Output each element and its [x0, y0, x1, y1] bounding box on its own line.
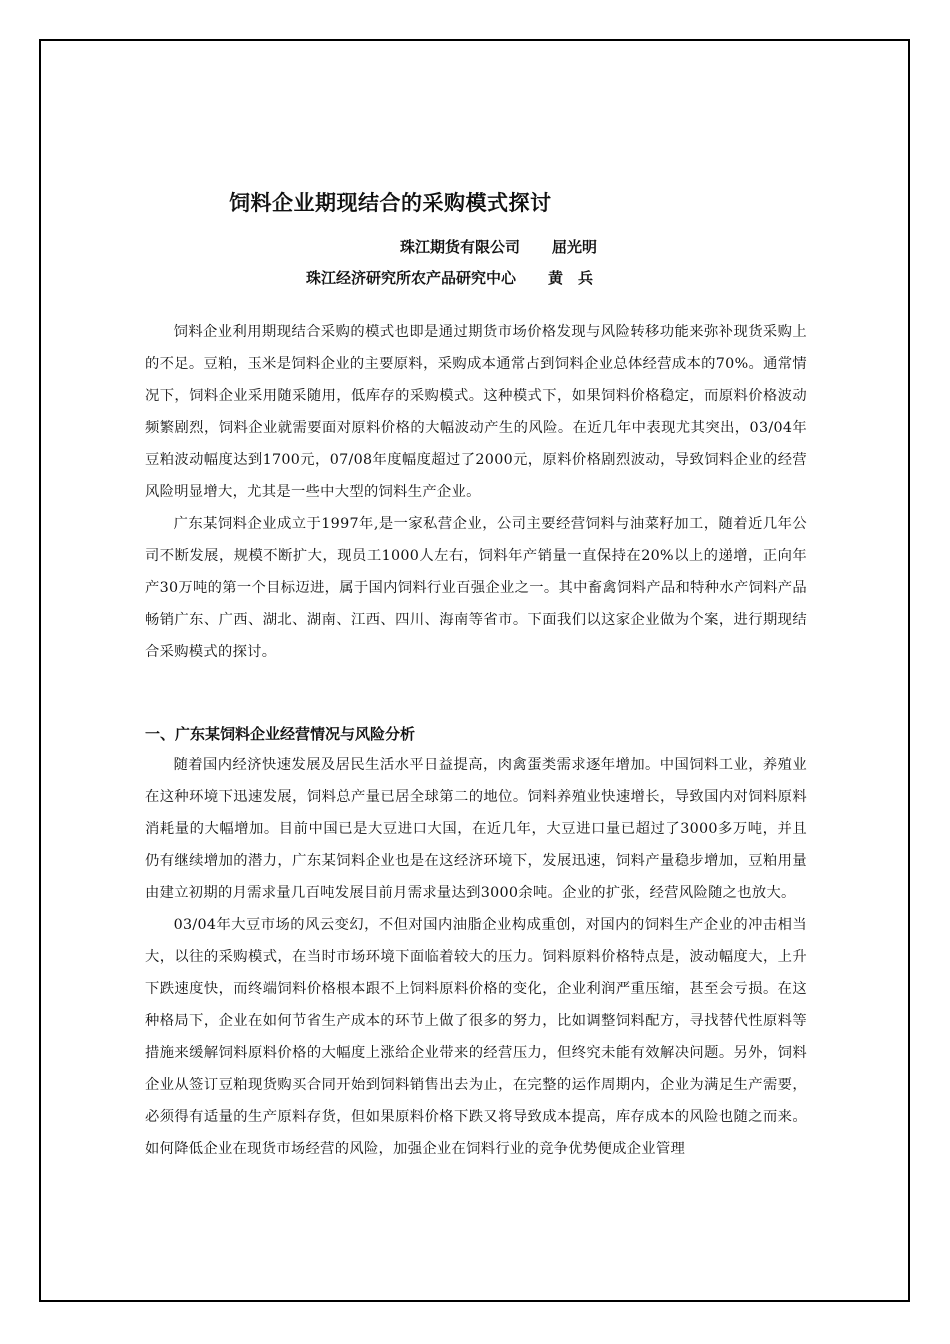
paragraph: 03/04年大豆市场的风云变幻，不但对国内油脂企业构成重创，对国内的饲料生产企业的冲击相当大，以往的采购模式，在当时市场环境下面临着较大的压力。饲料原料价格特点是，波动幅度大，上升下跌速度快，而终端饲料价格根本跟不上饲料原料价格的变化，企业利润严重压缩，甚至会亏损。在这种格局下，企业在如何节省生产成本的环节上做了很多的努力，比如调整饲料配方，寻找替代性原料等措施来缓解饲料原料价格的大幅度上涨给企业带来的经营压力，但终究未能有效解决问题。另外，饲料企业从签订豆粕现货购买合同开始到饲料销售出去为止，在完整的运作周期内，企业为满足生产需要，必须得有适量的生产原料存货，但如果原料价格下跌又将导致成本提高，库存成本的风险也随之而来。如何降低企业在现货市场经营的风险，加强企业在饲料行业的竞争优势便成企业管理 — [145, 917, 807, 1157]
author-line-2 — [306, 267, 593, 288]
intro-section — [145, 316, 807, 668]
author-name: 屈光明 — [552, 238, 598, 256]
section-heading: 一、广东某饲料企业经营情况与风险分析 — [145, 725, 416, 743]
paragraph: 饲料企业利用期现结合采购的模式也即是通过期货市场价格发现与风险转移功能来弥补现货采购上的不足。豆粕，玉米是饲料企业的主要原料，采购成本通常占到饲料企业总体经营成本的70%。通常情况下，饲料企业采用随采随用，低库存的采购模式。这种模式下，如果饲料价格稳定，而原料价格波动频繁剧烈，饲料企业就需要面对原料价格的大幅波动产生的风险。在近几年中表现尤其突出，03/04年豆粕波动幅度达到1700元，07/08年度幅度超过了2000元，原料价格剧烈波动，导致饲料企业的经营风险明显增大，尤其是一些中大型的饲料生产企业。 — [145, 324, 807, 500]
author-organization: 珠江经济研究所农产品研究中心 — [306, 269, 517, 287]
paragraph: 广东某饲料企业成立于1997年,是一家私营企业，公司主要经营饲料与油菜籽加工，随着近几年公司不断发展，规模不断扩大，现员工1000人左右，饲料年产销量一直保持在20%以上的递增，正向年产30万吨的第一个目标迈进，属于国内饲料行业百强企业之一。其中畜禽饲料产品和特种水产饲料产品畅销广东、广西、湖北、湖南、江西、四川、海南等省市。下面我们以这家企业做为个案，进行期现结合采购模式的探讨。 — [145, 516, 807, 660]
document-title: 饲料企业期现结合的采购模式探讨 — [229, 190, 552, 215]
section-1-body — [145, 749, 807, 1165]
paragraph: 随着国内经济快速发展及居民生活水平日益提高，肉禽蛋类需求逐年增加。中国饲料工业，养殖业在这种环境下迅速发展，饲料总产量已居全球第二的地位。饲料养殖业快速增长，导致国内对饲料原料消耗量的大幅增加。目前中国已是大豆进口大国，在近几年，大豆进口量已超过了3000多万吨，并且仍有继续增加的潜力，广东某饲料企业也是在这经济环境下，发展迅速，饲料产量稳步增加，豆粕用量由建立初期的月需求量几百吨发展目前月需求量达到3000余吨。企业的扩张，经营风险随之也放大。 — [145, 757, 807, 901]
author-organization: 珠江期货有限公司 — [400, 238, 521, 256]
author-line-1 — [400, 236, 597, 257]
author-name: 黄 兵 — [548, 269, 594, 287]
